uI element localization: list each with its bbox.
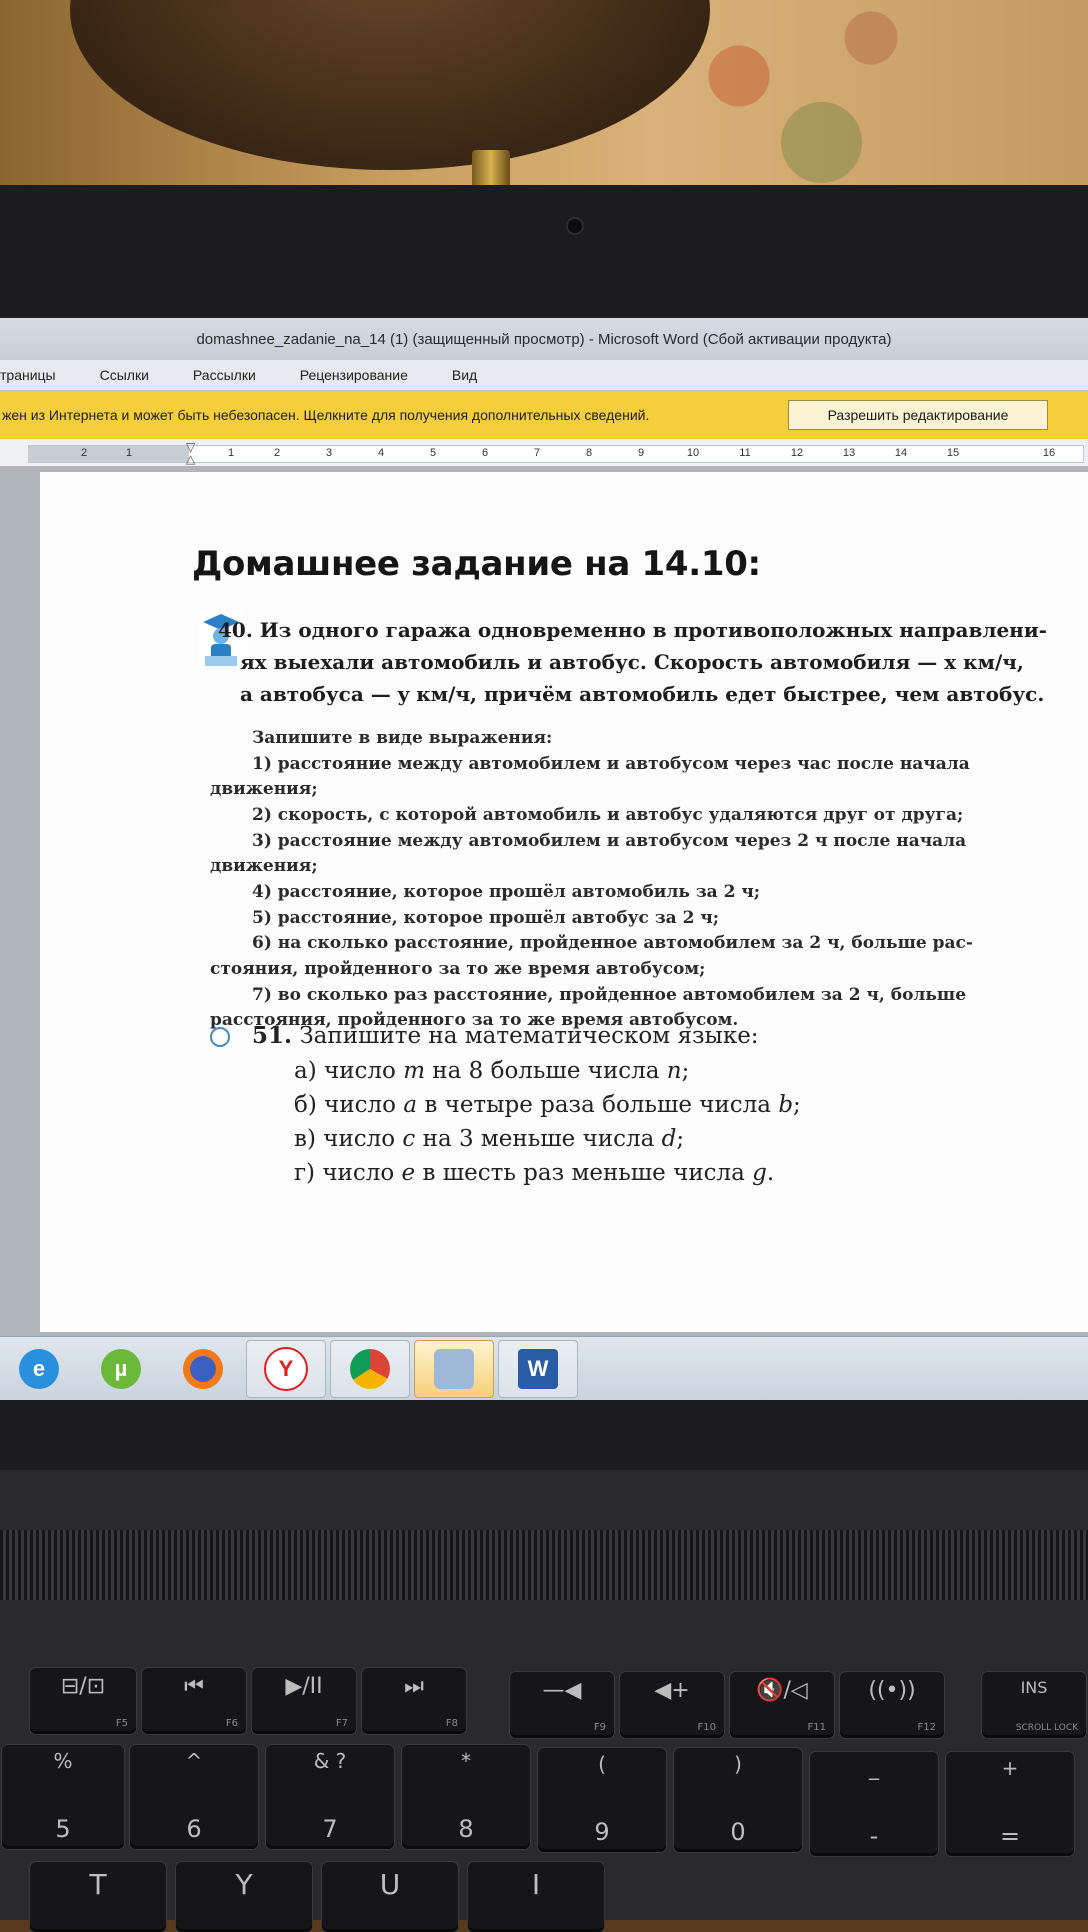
task-51-item-b: б) число a в четыре раза больше числа b; <box>294 1092 801 1118</box>
key-6[interactable]: ^ 6 <box>130 1745 258 1849</box>
task-40-text-line2: ях выехали автомобиль и автобус. Скорость автомобиля — x км/ч, <box>240 650 1024 674</box>
tab-page-layout[interactable]: траницы <box>0 367 56 383</box>
protected-view-bar <box>0 391 1088 439</box>
utorrent-icon: µ <box>101 1349 141 1389</box>
task-40-line1 <box>218 618 1047 642</box>
media-player-icon <box>434 1349 474 1389</box>
ribbon-tabs <box>0 360 1088 391</box>
key-8[interactable]: * 8 <box>402 1745 530 1849</box>
webcam-icon <box>566 217 584 235</box>
key-f10[interactable]: ◀+ F10 <box>620 1672 724 1738</box>
chrome-icon <box>350 1349 390 1389</box>
expr-line: 6) на сколько расстояние, пройденное автомобилем за 2 ч, больше рас- <box>252 933 973 953</box>
key-y[interactable]: Y <box>176 1862 312 1932</box>
internet-explorer-icon: e <box>19 1349 59 1389</box>
expr-line: 2) скорость, с которой автомобиль и автобус удаляются друг от друга; <box>252 805 964 825</box>
taskbar-yandex-button[interactable] <box>246 1340 326 1398</box>
window-title-bar <box>0 318 1088 360</box>
key-5[interactable]: % 5 <box>2 1745 124 1849</box>
key-f12[interactable]: ((•)) F12 <box>840 1672 944 1738</box>
ruler-number: 15 <box>946 447 960 459</box>
key-f11[interactable]: 🔇/◁ F11 <box>730 1672 834 1738</box>
word-icon: W <box>518 1349 558 1389</box>
task-51-item-d: г) число e в шесть раз меньше числа g. <box>294 1160 775 1186</box>
ruler-number: 12 <box>790 447 804 459</box>
expr-heading: Запишите в виде выражения: <box>252 728 553 748</box>
enable-editing-button[interactable]: Разрешить редактирование <box>788 400 1048 430</box>
expr-line: стояния, пройденного за то же время автобусом; <box>210 959 706 979</box>
taskbar-media-button[interactable] <box>414 1340 494 1398</box>
key-f7[interactable]: ▶/II F7 <box>252 1668 356 1734</box>
key-f8[interactable]: ⏭ F8 <box>362 1668 466 1734</box>
taskbar-ie-button[interactable] <box>0 1341 78 1397</box>
tab-view[interactable]: Вид <box>451 367 478 383</box>
ruler-margin <box>29 446 189 462</box>
firefox-icon <box>183 1349 223 1389</box>
ruler-number: 4 <box>377 447 385 459</box>
ruler-number: 16 <box>1042 447 1056 459</box>
task-51-number: 51. <box>252 1022 293 1049</box>
ruler-number: 2 <box>273 447 281 459</box>
document-page[interactable] <box>40 472 1088 1332</box>
expr-line: 1) расстояние между автомобилем и автобусом через час после начала <box>252 754 970 774</box>
tab-mailings[interactable]: Рассылки <box>192 367 256 383</box>
task-51-item-c: в) число c на 3 меньше числа d; <box>294 1126 685 1152</box>
windows-taskbar <box>0 1336 1088 1400</box>
task-40-number: 40. <box>218 618 253 642</box>
indent-marker-icon[interactable]: ▽ △ <box>186 440 196 466</box>
ruler-number: 9 <box>637 447 645 459</box>
key-f5[interactable]: ⊟/⊡ F5 <box>30 1668 136 1734</box>
window-title: domashnee_zadanie_na_14 (1) (защищенный просмотр) - Microsoft Word (Сбой активации продукта) <box>196 330 892 348</box>
document-title: Домашнее задание на 14.10: <box>192 544 761 584</box>
key-f9[interactable]: —◀ F9 <box>510 1672 614 1738</box>
ruler-number: 6 <box>481 447 489 459</box>
horizontal-ruler[interactable] <box>0 439 1088 468</box>
key-7[interactable]: & ? 7 <box>266 1745 394 1849</box>
ruler-number: 5 <box>429 447 437 459</box>
ruler-number: 1 <box>125 447 133 459</box>
key-9[interactable]: ( 9 <box>538 1748 666 1852</box>
key-equals[interactable]: + = <box>946 1752 1074 1856</box>
ruler-number: 14 <box>894 447 908 459</box>
expr-line: 3) расстояние между автомобилем и автобусом через 2 ч после начала <box>252 831 967 851</box>
task-51-heading <box>252 1022 759 1049</box>
tab-references[interactable]: Ссылки <box>99 367 149 383</box>
key-0[interactable]: ) 0 <box>674 1748 802 1852</box>
document-area <box>0 466 1088 1336</box>
taskbar-chrome-button[interactable] <box>330 1340 410 1398</box>
yandex-browser-icon: Y <box>264 1347 308 1391</box>
lamp-shade <box>70 0 710 170</box>
key-minus[interactable]: _ - <box>810 1752 938 1856</box>
key-insert[interactable]: INS SCROLL LOCK <box>982 1672 1086 1738</box>
expr-line: движения; <box>210 856 318 876</box>
laptop-screen <box>0 318 1088 1400</box>
tab-review[interactable]: Рецензирование <box>299 367 408 383</box>
task-51-item-a: а) число m на 8 больше числа n; <box>294 1058 690 1084</box>
ruler-number: 3 <box>325 447 333 459</box>
key-i[interactable]: I <box>468 1862 604 1932</box>
ruler-number: 8 <box>585 447 593 459</box>
task-51-bullet-icon <box>210 1027 230 1047</box>
expr-line: 7) во сколько раз расстояние, пройденное автомобилем за 2 ч, больше <box>252 985 967 1005</box>
ruler-number: 13 <box>842 447 856 459</box>
expr-line: 4) расстояние, которое прошёл автомобиль за 2 ч; <box>252 882 761 902</box>
key-f6[interactable]: ⏮ F6 <box>142 1668 246 1734</box>
ruler-number: 1 <box>227 447 235 459</box>
ruler-number: 11 <box>739 447 751 459</box>
protected-view-message[interactable]: жен из Интернета и может быть небезопасен. Щелкните для получения дополнительных сведений. <box>2 407 650 423</box>
task-40-text-line3: а автобуса — y км/ч, причём автомобиль едет быстрее, чем автобус. <box>240 682 1045 706</box>
taskbar-firefox-button[interactable] <box>164 1341 242 1397</box>
speaker-grille <box>0 1530 1088 1600</box>
taskbar-word-button[interactable] <box>498 1340 578 1398</box>
task-51-title: Запишите на математическом языке: <box>299 1023 759 1049</box>
expr-line: 5) расстояние, которое прошёл автобус за 2 ч; <box>252 908 720 928</box>
task-40-text-line1: Из одного гаража одновременно в противоположных направлени- <box>259 618 1047 642</box>
key-u[interactable]: U <box>322 1862 458 1932</box>
expr-line: движения; <box>210 779 318 799</box>
key-t[interactable]: T <box>30 1862 166 1932</box>
taskbar-utorrent-button[interactable] <box>82 1341 160 1397</box>
expr-line: расстояния, пройденного за то же время автобусом. <box>210 1010 739 1030</box>
ruler-number: 2 <box>80 447 88 459</box>
ruler-number: 10 <box>686 447 700 459</box>
background-room <box>0 0 1088 200</box>
lamp-stem <box>472 150 510 190</box>
ruler-number: 7 <box>533 447 541 459</box>
